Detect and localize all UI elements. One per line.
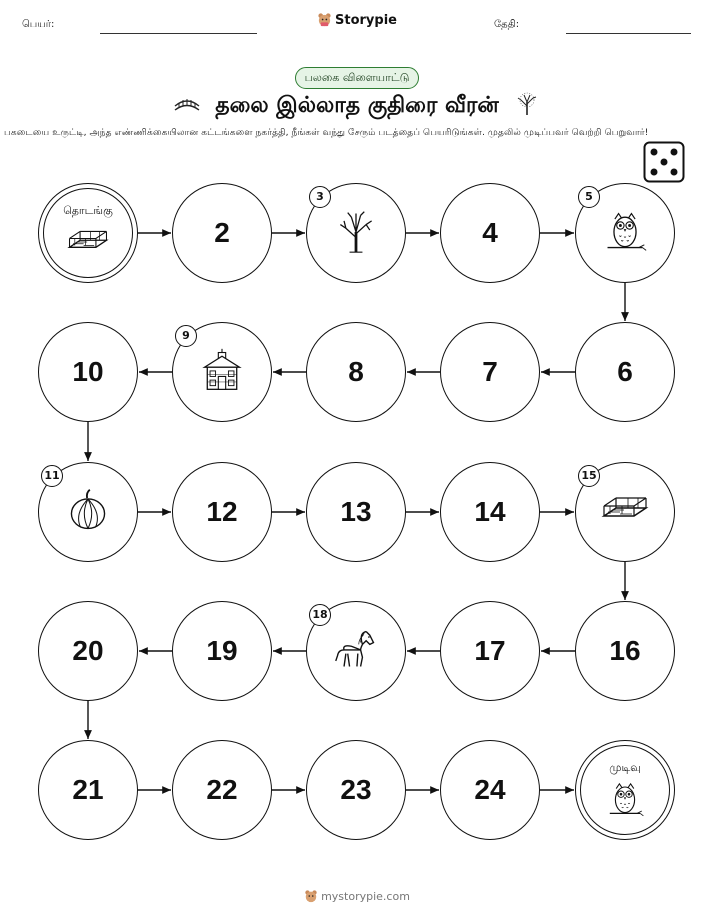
space-number: 14: [474, 496, 506, 527]
brand-name: Storypie: [335, 13, 397, 28]
owl-icon: [603, 757, 647, 823]
board-space-24[interactable]: [440, 740, 540, 840]
board-space-18[interactable]: [306, 601, 406, 701]
board-space-8[interactable]: [306, 322, 406, 422]
finish-label: முடிவு: [609, 761, 641, 774]
board-space-21[interactable]: [38, 740, 138, 840]
start-label: தொடங்கு: [63, 204, 113, 217]
space-number: 19: [206, 635, 238, 666]
space-number: 18: [309, 604, 331, 626]
tree-icon: [331, 208, 381, 258]
instructions: பகடையை உருட்டி, அந்த எண்ணிக்கையிலான கட்டங்களை நகர்த்தி, நீங்கள் வந்து சேரும் படத்தைப் பெயரிடுங்கள். முதலில் முடிப்பவர் வெற்றி பெறுவார்!: [4, 127, 649, 138]
board-space-16[interactable]: [575, 601, 675, 701]
board-game-badge: பலகை விளையாட்டு: [295, 67, 419, 89]
board-space-13[interactable]: [306, 462, 406, 562]
space-number: 16: [609, 635, 641, 666]
bridge-icon: [66, 200, 110, 266]
date-label: தேதி:: [494, 19, 520, 30]
space-number: 3: [309, 186, 331, 208]
schoolhouse-icon: [197, 347, 247, 397]
title-text: தலை இல்லாத குதிரை வீரன்: [215, 93, 499, 118]
bear-logo-icon: [304, 889, 318, 903]
name-label: பெயர்:: [22, 19, 55, 30]
space-number: 17: [474, 635, 506, 666]
space-number: 10: [72, 356, 104, 387]
space-number: 13: [340, 496, 372, 527]
board-space-22[interactable]: [172, 740, 272, 840]
owl-icon: [600, 208, 650, 258]
board-space-23[interactable]: [306, 740, 406, 840]
space-number: 5: [578, 186, 600, 208]
board-space-5[interactable]: [575, 183, 675, 283]
space-number: 20: [72, 635, 104, 666]
horse-icon: [331, 626, 381, 676]
space-number: 15: [578, 465, 600, 487]
space-number: 12: [206, 496, 238, 527]
board-space-12[interactable]: [172, 462, 272, 562]
space-number: 4: [482, 217, 498, 248]
board-space-14[interactable]: [440, 462, 540, 562]
board-space-20[interactable]: [38, 601, 138, 701]
space-number: 8: [348, 356, 364, 387]
board-space-3[interactable]: [306, 183, 406, 283]
space-number: 9: [175, 325, 197, 347]
board-space-19[interactable]: [172, 601, 272, 701]
board-space-6[interactable]: [575, 322, 675, 422]
space-number: 7: [482, 356, 498, 387]
space-number: 21: [72, 774, 104, 805]
board-space-4[interactable]: [440, 183, 540, 283]
board-space-17[interactable]: [440, 601, 540, 701]
board-space-11[interactable]: [38, 462, 138, 562]
board-space-10[interactable]: [38, 322, 138, 422]
space-number: 6: [617, 356, 633, 387]
board-space-7[interactable]: [440, 322, 540, 422]
space-number: 11: [41, 465, 63, 487]
finish-space[interactable]: [575, 740, 675, 840]
board-space-2[interactable]: [172, 183, 272, 283]
footer: [0, 889, 714, 903]
start-space[interactable]: [38, 183, 138, 283]
space-number: 22: [206, 774, 238, 805]
pumpkin-icon: [63, 487, 113, 537]
bridge-icon: [600, 487, 650, 537]
space-number: 2: [214, 217, 230, 248]
footer-url[interactable]: mystorypie.com: [321, 890, 410, 903]
board-space-9[interactable]: [172, 322, 272, 422]
board-space-15[interactable]: [575, 462, 675, 562]
space-number: 24: [474, 774, 506, 805]
space-number: 23: [340, 774, 372, 805]
